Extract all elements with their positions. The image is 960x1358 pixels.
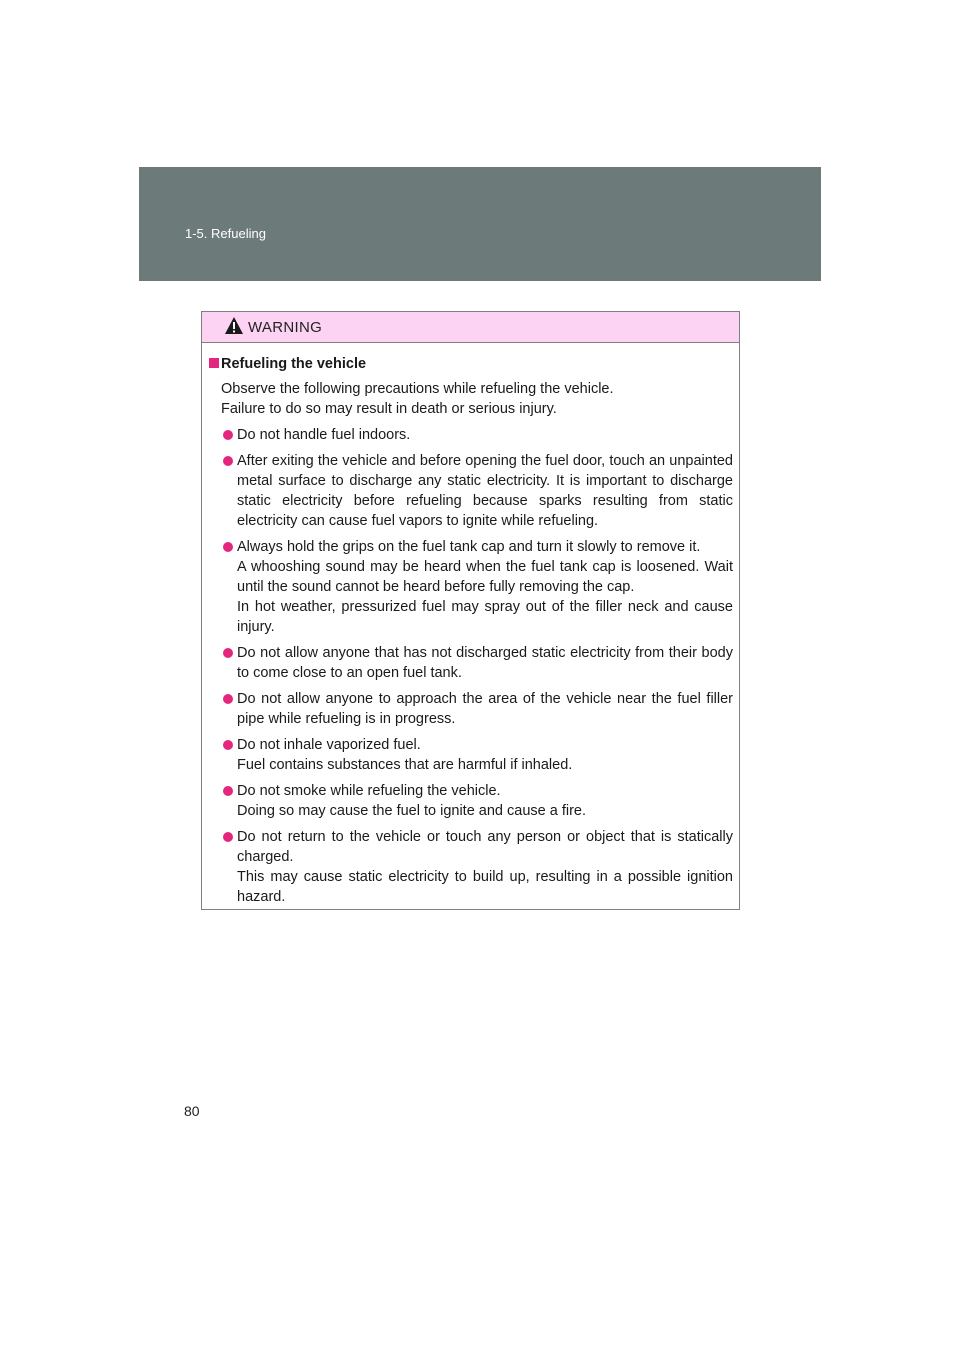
list-item (202, 827, 733, 907)
list-item (202, 735, 733, 775)
round-bullet-icon (223, 694, 233, 704)
item-text: Do not smoke while refueling the vehicle. (237, 783, 501, 799)
list-item (202, 781, 733, 821)
list-item (202, 425, 733, 445)
intro-line: Observe the following precautions while refueling the vehicle. (221, 381, 614, 397)
item-text: Doing so may cause the fuel to ignite and cause a fire. (237, 803, 587, 819)
page-number: 80 (184, 1103, 200, 1119)
item-text: After exiting the vehicle and before opening the fuel door, touch an unpainted metal surface to discharge any static electricity. It is important to discharge static electricity before refueling because sparks resulting from static electricity can cause fuel vapors to ignite while refueling. (237, 453, 733, 529)
round-bullet-icon (223, 430, 233, 440)
list-item (202, 689, 733, 729)
item-text: Do not allow anyone to approach the area of the vehicle near the fuel filler pipe while refueling is in progress. (237, 691, 733, 727)
warning-heading (202, 354, 733, 374)
warning-intro (221, 379, 733, 419)
round-bullet-icon (223, 648, 233, 658)
round-bullet-icon (223, 740, 233, 750)
section-title: 1-5. Refueling (185, 226, 266, 241)
item-text: In hot weather, pressurized fuel may spray out of the filler neck and cause injury. (237, 599, 733, 635)
item-text: Do not handle fuel indoors. (237, 427, 411, 443)
intro-line: Failure to do so may result in death or serious injury. (221, 401, 557, 417)
item-text: Do not inhale vaporized fuel. (237, 737, 421, 753)
list-item (202, 537, 733, 637)
item-text: A whooshing sound may be heard when the fuel tank cap is loosened. Wait until the sound cannot be heard before fully removing the cap. (237, 559, 733, 595)
warning-content (202, 343, 739, 907)
round-bullet-icon (223, 456, 233, 466)
item-text: This may cause static electricity to build up, resulting in a possible ignition hazard. (237, 869, 733, 905)
warning-heading-text: Refueling the vehicle (221, 356, 367, 372)
item-text: Fuel contains substances that are harmful if inhaled. (237, 757, 573, 773)
round-bullet-icon (223, 786, 233, 796)
list-item (202, 451, 733, 531)
section-header-bar (139, 167, 821, 281)
list-item (202, 643, 733, 683)
round-bullet-icon (223, 832, 233, 842)
warning-header (202, 312, 739, 343)
item-text: Always hold the grips on the fuel tank cap and turn it slowly to remove it. (237, 539, 701, 555)
warning-label: WARNING (248, 319, 323, 336)
item-text: Do not return to the vehicle or touch any person or object that is statically charged. (237, 829, 733, 865)
round-bullet-icon (223, 542, 233, 552)
warning-box (201, 311, 740, 910)
warning-triangle-icon (224, 316, 244, 336)
item-text: Do not allow anyone that has not discharged static electricity from their body to come close to an open fuel tank. (237, 645, 733, 681)
square-bullet-icon (209, 358, 219, 368)
